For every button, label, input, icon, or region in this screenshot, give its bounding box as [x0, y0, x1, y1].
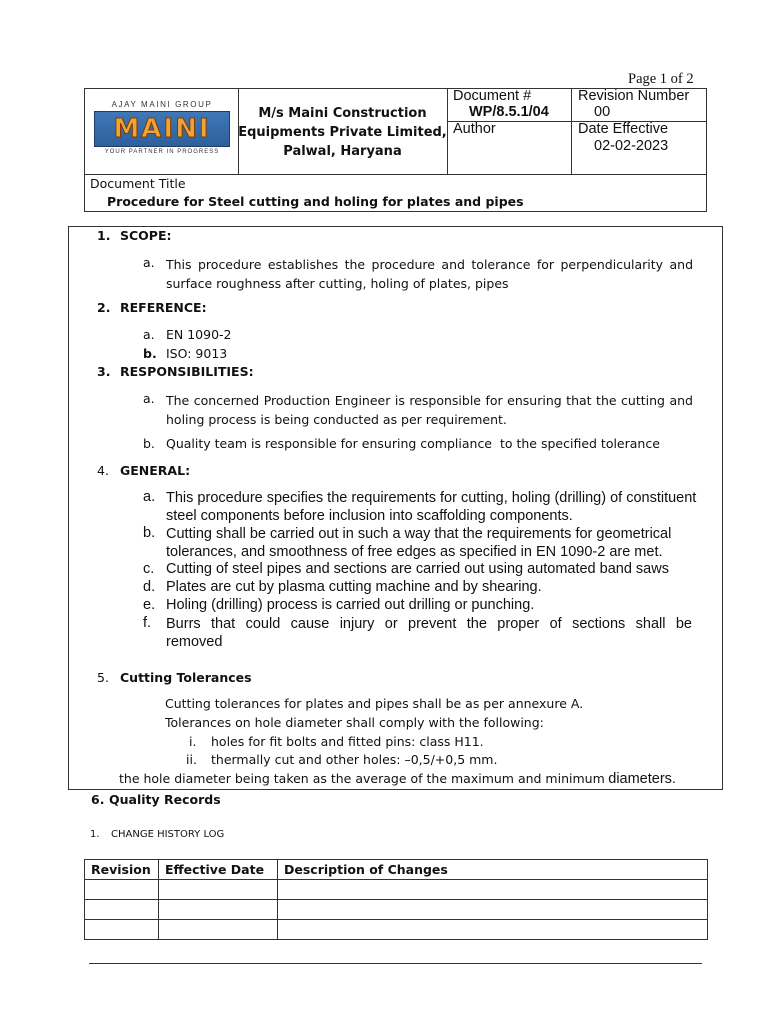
list-marker: d. [143, 579, 156, 595]
logo-wordmark: MAINI [113, 114, 211, 144]
text-line: This procedure establishes the procedure and tolerance for perpendicularity and [166, 257, 693, 272]
document-title-label: Document Title [90, 176, 186, 191]
list-marker: b. [143, 525, 156, 541]
revision-label: Revision Number [578, 88, 690, 104]
text-line: tolerances, and smoothness of free edges as specified in EN 1090-2 are met. [166, 544, 663, 560]
page-number: Page 1 of 2 [628, 71, 694, 87]
revision-number: 00 [594, 104, 611, 120]
list-marker: b. [143, 346, 157, 361]
tolerance-item: thermally cut and other holes: –0,5/+0,5 mm. [211, 752, 498, 767]
text-line: steel components before inclusion into scaffolding components. [166, 508, 573, 524]
text-line: The concerned Production Engineer is responsible for ensuring that the cutting and [166, 393, 693, 408]
cutting-text [119, 771, 676, 787]
text-line: removed [166, 634, 223, 650]
list-marker: e. [143, 597, 156, 613]
cutting-text: Tolerances on hole diameter shall comply with the following: [165, 715, 544, 730]
table-cell [159, 920, 278, 940]
table-cell [85, 900, 159, 920]
list-marker: a. [143, 489, 156, 505]
text-line: This procedure specifies the requirements for cutting, holing (drilling) of constituent [166, 490, 697, 506]
table-cell [159, 900, 278, 920]
company-name [238, 104, 447, 161]
table-row [85, 920, 708, 940]
list-marker: i. [189, 734, 197, 749]
logo-badge [94, 111, 230, 147]
section-number: 1. [97, 228, 111, 243]
logo-tagline: YOUR PARTNER IN PROGRESS [104, 149, 220, 155]
logo-group-text: AJAY MAINI GROUP [111, 100, 213, 109]
list-marker: ii. [186, 752, 197, 767]
list-marker: c. [143, 561, 155, 577]
list-marker: a. [143, 391, 155, 406]
responsibilities-heading: RESPONSIBILITIES: [120, 364, 254, 379]
footer-rule [89, 963, 702, 964]
company-line: M/s Maini Construction [258, 106, 427, 121]
list-marker: b. [143, 436, 155, 451]
company-logo [94, 100, 230, 156]
scope-text [166, 255, 693, 293]
column-header: Description of Changes [278, 860, 708, 880]
reference-item: ISO: 9013 [166, 346, 228, 361]
divider [84, 174, 707, 175]
responsibility-text [166, 391, 693, 429]
table-cell [278, 920, 708, 940]
responsibility-text: Quality team is responsible for ensuring compliance to the specified tolerance [166, 436, 660, 451]
cutting-text: Cutting tolerances for plates and pipes shall be as per annexure A. [165, 696, 584, 711]
table-cell [85, 880, 159, 900]
change-log-heading: CHANGE HISTORY LOG [111, 829, 225, 840]
date-effective: 02-02-2023 [594, 138, 669, 154]
column-header: Revision [85, 860, 159, 880]
date-effective-label: Date Effective [578, 121, 669, 137]
general-item [166, 525, 694, 561]
general-item [166, 489, 697, 525]
list-marker: a. [143, 327, 155, 342]
divider [571, 88, 572, 175]
section-number: 6. [91, 792, 105, 807]
reference-item: EN 1090-2 [166, 327, 232, 342]
general-item: Plates are cut by plasma cutting machine and by shearing. [166, 579, 542, 595]
reference-heading: REFERENCE: [120, 300, 207, 315]
table-cell [159, 880, 278, 900]
table-row [85, 900, 708, 920]
text-line: surface roughness after cutting, holing of plates, pipes [166, 276, 509, 291]
document-number: WP/8.5.1/04 [469, 104, 549, 120]
column-header: Effective Date [159, 860, 278, 880]
general-heading: GENERAL: [120, 463, 191, 478]
table-cell [278, 880, 708, 900]
change-history-table [84, 859, 708, 940]
section-number: 2. [97, 300, 111, 315]
list-marker: f. [143, 615, 152, 631]
text-fragment: diameters. [608, 771, 676, 787]
section-number: 1. [90, 829, 100, 840]
text-fragment: the hole diameter being taken as the average of the maximum and minimum [119, 771, 605, 786]
company-line: Palwal, Haryana [283, 144, 402, 159]
section-number: 3. [97, 364, 111, 379]
general-item: Cutting of steel pipes and sections are carried out using automated band saws [166, 561, 669, 577]
divider [447, 88, 448, 175]
general-item: Holing (drilling) process is carried out drilling or punching. [166, 597, 535, 613]
list-marker: a. [143, 255, 155, 270]
author-label: Author [453, 121, 496, 137]
quality-heading: Quality Records [109, 792, 221, 807]
document-title: Procedure for Steel cutting and holing for plates and pipes [107, 194, 524, 209]
section-number: 5. [97, 670, 109, 685]
scope-heading: SCOPE: [120, 228, 172, 243]
general-item [166, 615, 692, 651]
company-line: Equipments Private Limited, [238, 125, 447, 140]
cutting-heading: Cutting Tolerances [120, 670, 252, 685]
text-line: holing process is being conducted as per requirement. [166, 412, 507, 427]
text-line: Burrs that could cause injury or prevent the proper of sections shall be [166, 616, 692, 632]
table-row [85, 880, 708, 900]
text-line: Cutting shall be carried out in such a way that the requirements for geometrical [166, 526, 672, 542]
document-number-label: Document # [453, 88, 532, 104]
section-number: 4. [97, 463, 109, 478]
table-cell [278, 900, 708, 920]
tolerance-item: holes for fit bolts and fitted pins: class H11. [211, 734, 484, 749]
table-header-row [85, 860, 708, 880]
table-cell [85, 920, 159, 940]
